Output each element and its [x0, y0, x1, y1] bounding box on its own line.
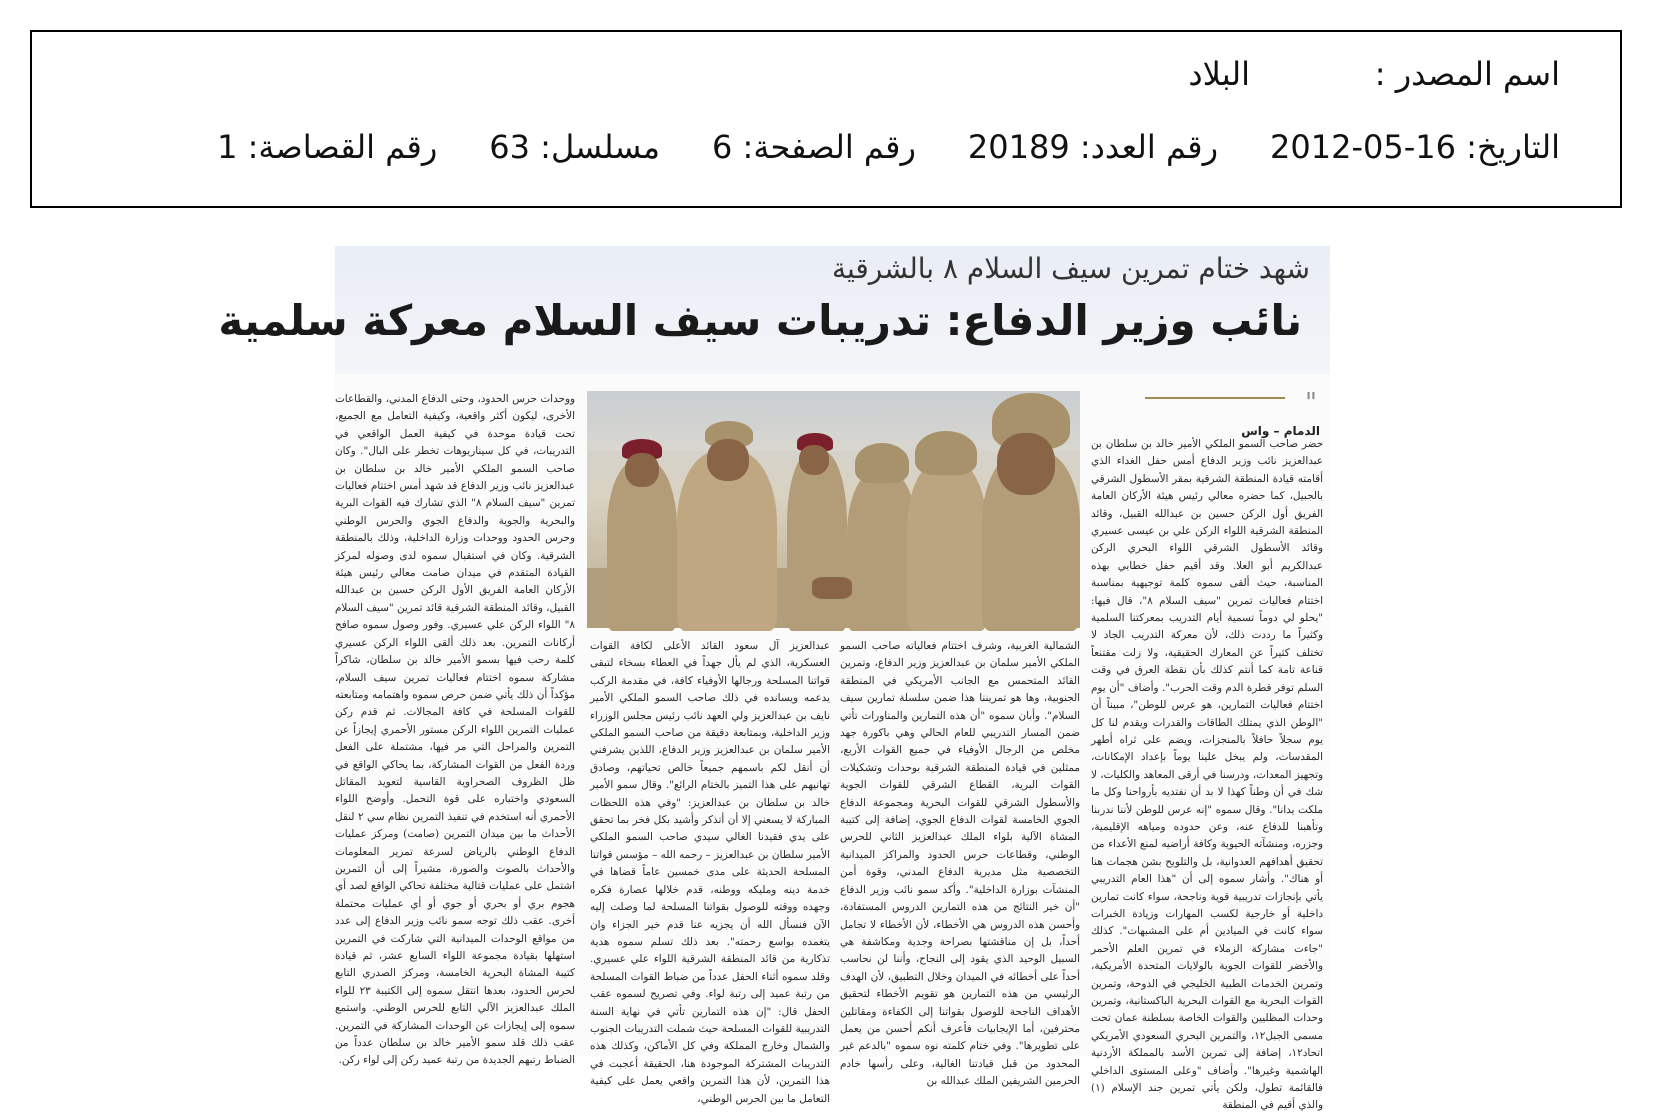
photo-helmet — [915, 431, 977, 475]
serial-value: 63 — [489, 128, 530, 166]
serial-label: مسلسل: — [540, 128, 660, 166]
photo-face — [707, 439, 749, 481]
column-1-text: حضر صاحب السمو الملكي الأمير خالد بن سلطان بن عبدالعزيز نائب وزير الدفاع أمس حفل الغداء الذي أقامته قيادة المنطقة الشرقية بمقر الأسطول الشرقي بالجبيل، كما حضره معالي رئيس هيئة الأركان العامة الفريق أول الركن حسين بن عبدالله القبيل، وقائد المنطقة الشرقية اللواء الركن علي بن عيسى عسيري وقائد الأسطول الشرقي اللواء البحري الركن عبدالكريم أبو العلا. وقد أقيم حفل خطابي بهذه المناسبة، حيث ألقى سموه كلمة توجيهية بمناسبة اختتام فعاليات تمرين "سيف السلام ٨"، قال فيها: "يحلو لي دوماً تسمية أيام التدريب بمعركتنا السلمية وكثيراً ما رددت ذلك، لأن معركة التدريب الجاد لا تختلف كثيراً عن المعارك الحقيقية، ولا زلت مقتنعاً قناعة تامة كما أنتم كذلك بأن نقطة العرق في وقت السلم توفر قطرة الدم وقت الحرب". وأضاف "أن يوم اختتام فعاليات التمارين، هو عرس للوطن"، مبيناً أن "الوطن الذي يمتلك الطاقات والقدرات ويقدم لنا كل يوم سجلاً حافلاً بالمنجزات، ويضم على ثراه أطهر المقدسات، ولم يبخل علينا يوماً بإعداد الإمكانات، وتجهيز المعدات، ودرسنا في أرقى المعاهد والكليات، لا شك في أن وطناً كهذا لا بد أن نفتديه بأرواحنا وكل ما ملكت يدانا". وقال سموه "إنه عرس للوطن لأننا ندربنا وتأهبنا للدفاع عنه، وعن حدوده ومياهه الإقليمية، وجزره، ومنشآته الحيوية وكافة أراضيه لمنع الأعداء من تحقيق أهدافهم العدوانية، بل والتلويح بشن هجمات هنا أو هناك". وأشار سموه إلى أن "هذا العام التدريبي يأتي بإنجازات تدريبية قوية وناجحة، سواء كانت تمارين داخلية أو خارجية لكسب المهارات وزيادة الخبرات سواء كانت في الميادين أم على المشبهات". كذلك "جاءت مشاركة الزملاء في تمرين العلم الأحمر والأخضر للقوات الجوية بالولايات المتحدة الأمريكية، وتمرين الخدمات الطبية الخليجي في الدوحة، وتمرين القوات البحرية مع القوات البحرية الباكستانية، وتمرين وحدات المظليين والقوات الخاصة بسلطنة عمان تحت مسمى الجبل١٢، والتمرين البحري السعودي الأمريكي اتحاد١٢، إضافة إلى تمرين الأسد بالمملكة الأردنية الهاشمية وغيرها". وأضاف "وعلى المستوى الداخلي فالقائمة تطول، ولكن يأتي تمرين جند الإسلام (١) والذي أقيم في المنطقة — [1091, 438, 1323, 1112]
page-label: رقم الصفحة: — [742, 128, 916, 166]
newspaper-clipping — [218, 246, 1330, 1112]
date-value: 2012-05-16 — [1270, 128, 1456, 166]
quote-rule — [1145, 397, 1285, 399]
photo-helmet — [855, 443, 909, 483]
article-column-2 — [840, 638, 1080, 1088]
source-info-box — [30, 30, 1622, 208]
article-column-1 — [1091, 436, 1323, 1112]
column-2-text: الشمالية الغربية، وشرف اختتام فعالياته صاحب السمو الملكي الأمير سلمان بن عبدالعزيز وزير الدفاع، وتمرين القائد المتحمس مع الجانب الأمريكي في المنطقة الجنوبية، وها هو تمريننا هذا ضمن سلسلة تمارين سيف السلام". وأبان سموه "أن هذه التمارين والمناورات تأتي ضمن المسار التدريبي للعام الحالي وهي باكورة جهد مخلص من الرجال الأوفياء في جميع القوات الأربع، ممثلين في قيادة المنطقة الشرقية بوحدات وتشكيلات القوات البرية، القطاع الشرقي للقوات الجوية والأسطول الشرقي للقوات البحرية ومجموعة الدفاع الجوي الخامسة لقوات الدفاع الجوي، إضافة إلى كتيبة المشاة الآلية بلواء الملك عبدالعزيز الثاني للحرس الوطني، وقطاعات حرس الحدود والمراكز الميدانية التخصصية مثل مديرية الدفاع المدني، وقوة أمن المنشآت بوزارة الداخلية". وأكد سمو نائب وزير الدفاع "أن خير النتائج من هذه التمارين الدروس المستفادة، وأحسن هذه الدروس هي الأخطاء، لأن الأخطاء لا تجامل أحداً، بل إن مناقشتها بصراحة وجدية ومكاشفة هي السبيل الوحيد الذي يقود إلى النجاح، وأننا لن نحاسب أحداً على أخطائه في الميدان وخلال التطبيق، لأن الهدف الرئيسي من هذه التمارين هو تقويم الأخطاء لتحقيق الأهداف الناجحة للوصول بقواتنا إلى الكفاءة ومقاتلين محترفين، أما الإيجابيات فأعرف أنكم أحسن من يعمل على تطويرها". وفي ختام كلمته نوه سموه "بالدعم غير المحدود من قبل قيادتنا الغالية، وعلى رأسها خادم الحرمين الشريفين الملك عبدالله بن — [840, 640, 1080, 1088]
article-column-3 — [590, 638, 830, 1105]
column-4-text: ووحدات حرس الحدود، وحتى الدفاع المدني، والقطاعات الأخرى، ليكون أكثر واقعية، وكيفية التعامل مع الجميع، تحت قيادة موحدة في كيفية العمل الواقعي في التدريبات، في كل سيناريوهات تخطر على البال". وكان صاحب السمو الملكي الأمير خالد بن سلطان بن عبدالعزيز نائب وزير الدفاع قد شهد أمس اختتام فعاليات تمرين "سيف السلام ٨" الذي تشارك فيه القوات البرية والبحرية والجوية والدفاع الجوي والحرس الوطني وحرس الحدود ووحدات وزارة الداخلية، وذلك بالمنطقة الشرقية. وكان في استقبال سموه لدى وصوله لمركز القيادة المتقدم في ميدان صامت معالي رئيس هيئة الأركان العامة الفريق الأول الركن حسين بن عبدالله القبيل، وقائد المنطقة الشرقية قائد تمرين "سيف السلام ٨" اللواء الركن علي عسيري. وفور وصول سموه صافح أركانات التمرين. بعد ذلك ألقى اللواء الركن عسيري كلمة رحب فيها بسمو الأمير خالد بن سلطان، شاكراً مشاركة سموه اختتام فعاليات تمرين سيف السلام، مؤكداً أن ذلك يأتي ضمن حرص سموه واهتمامه ومتابعته للقوات المسلحة في كافة المجالات. ثم قدم ركن عمليات التمرين اللواء الركن مستور الأحمري إيجازاً عن التمرين والمراحل التي مر فيها، مشتملة على الفعل وردة الفعل من القوات المشاركة، بما يحاكي الواقع في ظل الظروف الصحراوية القاسية لتعويد المقاتل السعودي واختباره على قوة التحمل. وأوضح اللواء الأحمري أنه استخدم في تنفيذ التمرين نظام سي ٢ لنقل الأحداث ما بين ميدان التمرين (صامت) ومركز عمليات الدفاع الوطني بالرياض لسرعة تمرير المعلومات والأحداث بالصوت والصورة، مشيراً إلى أن التمرين اشتمل على عمليات قتالية مختلفة تحاكي الواقع لصد أي هجوم بري أو بحري أو جوي أو أي عمليات محتملة أخرى. عقب ذلك توجه سمو نائب وزير الدفاع إلى عدد من مواقع الوحدات الميدانية التي شاركت في التمرين استهلها بقيادة مجموعة اللواء السابع عشر، ثم قيادة كتيبة المشاة البحرية الخامسة، ومركز الصدري التابع لحرس الحدود، بعدها انتقل سموه إلى الكتيبة ٢٣ للواء الملك عبدالعزيز الآلي التابع للحرس الوطني. واستمع سموه إلى إيجازات عن الوحدات المشاركة في التمرين. عقب ذلك قلد سمو الأمير خالد بن سلطان عدداً من الضباط رتبهم الجديدة من رتبة عميد ركن إلى لواء ركن. — [335, 393, 575, 1067]
photo-face — [997, 433, 1055, 495]
source-label: اسم المصدر : — [1374, 55, 1560, 93]
date-field — [1270, 127, 1560, 167]
photo-handshake — [812, 577, 852, 599]
date-label: التاريخ: — [1466, 128, 1560, 166]
clip-label: رقم القصاصة: — [247, 128, 438, 166]
issue-field — [968, 127, 1218, 167]
serial-field — [489, 127, 660, 167]
clip-field — [217, 127, 437, 167]
source-value: البلاد — [1188, 55, 1250, 93]
quote-mark-icon: " — [1305, 388, 1317, 418]
article-column-4 — [335, 391, 575, 1067]
photo-figure — [907, 461, 987, 631]
issue-label: رقم العدد: — [1079, 128, 1219, 166]
page-value: 6 — [712, 128, 733, 166]
photo-face — [625, 453, 659, 487]
article-kicker: شهد ختام تمرين سيف السلام ٨ بالشرقية — [831, 252, 1310, 285]
headline-band — [218, 246, 1330, 374]
article-dateline: الدمام – واس — [1241, 424, 1320, 438]
column-3-text: عبدالعزيز آل سعود القائد الأعلى لكافة القوات العسكرية، الذي لم يأل جهداً في العطاء بسخاء لتبقى قواتنا المسلحة ورجالها الأوفياء كافة، في مقدمة الركب يدعمه ويسانده في ذلك صاحب السمو الملكي الأمير نايف بن عبدالعزيز ولي العهد نائب رئيس مجلس الوزراء وزير الداخلية، وبمتابعة دقيقة من صاحب السمو الملكي الأمير سلمان بن عبدالعزيز وزير الدفاع، اللذين يشرفني أن أنقل لكم باسمهم جميعاً خالص تحياتهم، وصادق تهانيهم على هذا التميز بالختام الرائع". وقال سمو الأمير خالد بن سلطان بن عبدالعزيز: "وفي هذه اللحظات المباركة لا يسعني إلا أن أتذكر وأشيد بكل فخر بما تحقق على يدي فقيدنا الغالي سيدي صاحب السمو الملكي الأمير سلطان بن عبدالعزيز – رحمه الله – مؤسس قواتنا المسلحة الحديثة على مدى خمسين عاماً قضاها في خدمة دينه ومليكه ووطنه، قدم خلالها عصارة فكره وجهده ووقته للوصول بقواتنا المسلحة لما وصلت إليه الآن فنسأل الله أن يجزيه عنا قدم خير الجزاء وان يتغمده بواسع رحمته". بعد ذلك تسلم سموه هدية تذكارية من قائد المنطقة الشرقية اللواء علي عسيري. وقلد سموه أثناء الحفل عدداً من ضباط القوات المسلحة من رتبة عميد إلى رتبة لواء. وفي تصريح لسموه عقب الحفل قال: "إن هذه التمارين تأتي في نهاية السنة التدريبية للقوات المسلحة حيث شملت التدريبات الجنوب والشمال وخارج المملكة وفي كل الأماكن، وكذلك هذه التدريبات المشتركة الموجودة هنا، الحقيقة أعجبت في هذا التمرين، لأن هذا التمرين واقعي يعمل على كيفية التعامل ما بين الحرس الوطني، — [590, 640, 830, 1105]
photo-face — [799, 445, 829, 475]
issue-value: 20189 — [967, 128, 1070, 166]
soldiers-photo — [587, 391, 1080, 628]
clip-value: 1 — [217, 128, 238, 166]
page-field — [712, 127, 916, 167]
article-headline: نائب وزير الدفاع: تدريبات سيف السلام معركة سلمية — [218, 296, 1302, 345]
source-row — [1188, 54, 1560, 94]
photo-figure — [787, 451, 847, 631]
details-row — [165, 127, 1560, 167]
